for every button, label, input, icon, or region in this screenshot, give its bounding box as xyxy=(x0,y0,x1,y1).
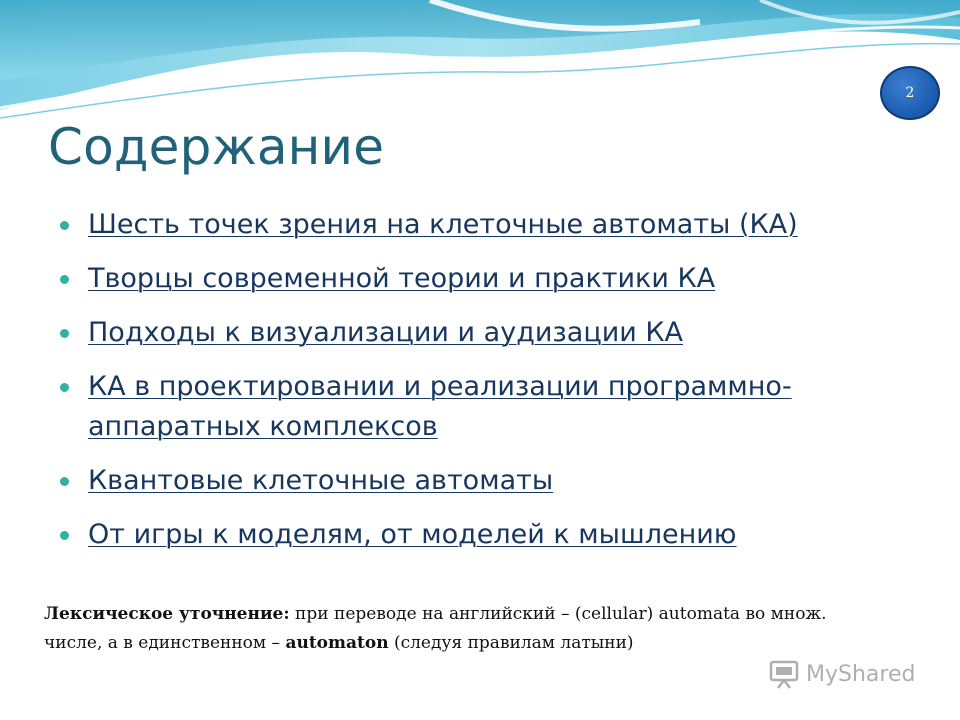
watermark-text: MyShared xyxy=(806,661,916,687)
toc-link[interactable]: КА в проектировании и реализации программно-аппаратных комплексов xyxy=(88,371,792,442)
presentation-board-icon xyxy=(768,658,800,690)
bullet-icon xyxy=(60,383,69,392)
toc-item xyxy=(60,367,920,447)
page-number: 2 xyxy=(905,85,915,101)
note-text-end: (следуя правилам латыни) xyxy=(388,633,634,653)
bullet-icon xyxy=(60,531,69,540)
table-of-contents xyxy=(60,205,920,569)
bullet-icon xyxy=(60,329,69,338)
toc-item xyxy=(60,461,920,501)
toc-link[interactable]: Шесть точек зрения на клеточные автоматы (КА) xyxy=(88,209,798,240)
note-term: automaton xyxy=(285,633,389,653)
toc-link[interactable]: От игры к моделям, от моделей к мышлению xyxy=(88,519,737,550)
toc-item xyxy=(60,205,920,245)
toc-item xyxy=(60,259,920,299)
page-number-badge xyxy=(880,66,940,120)
slide-title: Содержание xyxy=(48,118,385,176)
lexical-note xyxy=(44,600,874,658)
bullet-icon xyxy=(60,221,69,230)
watermark xyxy=(768,658,915,690)
bullet-icon xyxy=(60,477,69,486)
note-lead: Лексическое уточнение: xyxy=(44,604,290,624)
bullet-icon xyxy=(60,275,69,284)
header-wave-decoration xyxy=(0,0,960,130)
toc-item xyxy=(60,313,920,353)
toc-link[interactable]: Квантовые клеточные автоматы xyxy=(88,465,554,496)
toc-item xyxy=(60,515,920,555)
toc-link[interactable]: Подходы к визуализации и аудизации КА xyxy=(88,317,684,348)
note-text: при переводе на английский – (cellular) automata во множ. числе, а в единственном – xyxy=(44,604,827,653)
toc-link[interactable]: Творцы современной теории и практики КА xyxy=(88,263,716,294)
